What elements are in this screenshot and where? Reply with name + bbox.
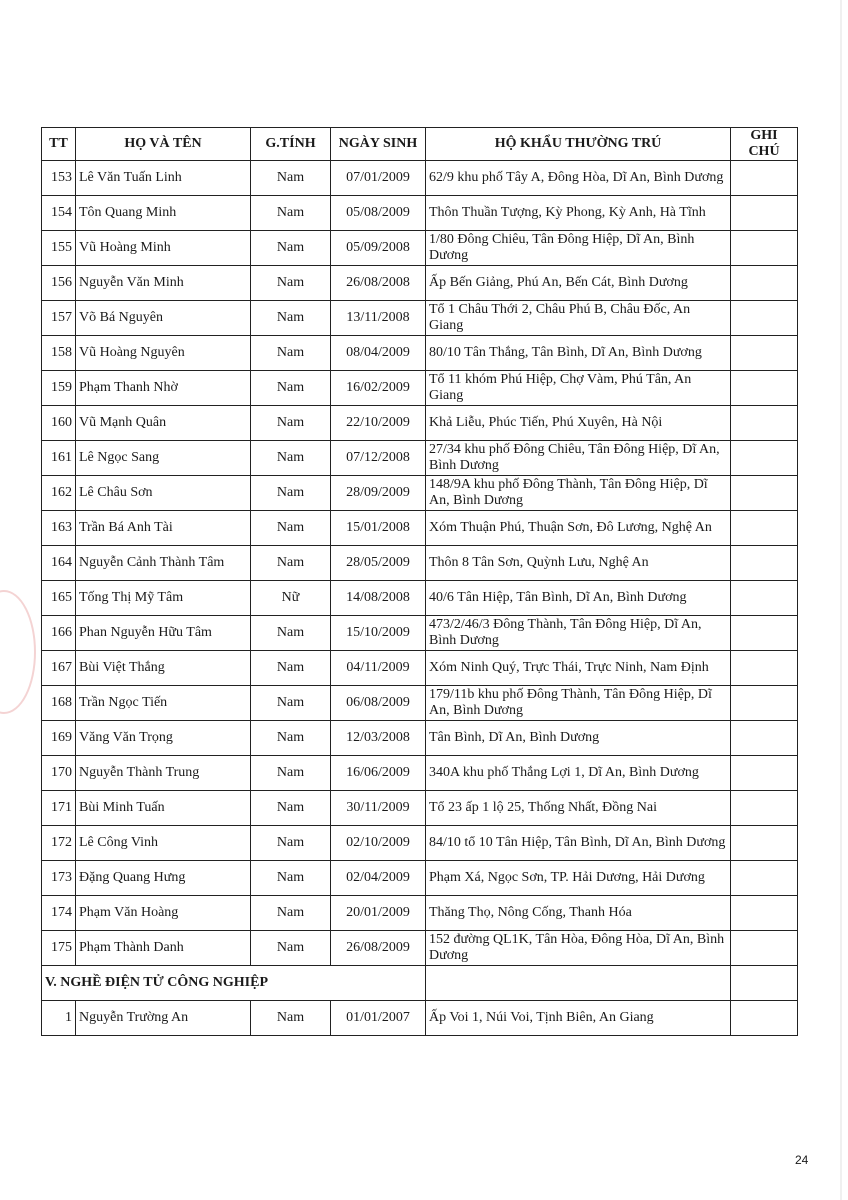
student-note: [731, 686, 798, 721]
table-row: [42, 581, 798, 616]
student-gender: Nam: [251, 1001, 331, 1036]
row-number: 174: [42, 896, 76, 931]
table-row: [42, 231, 798, 266]
student-note: [731, 581, 798, 616]
student-name: Văng Văn Trọng: [76, 721, 251, 756]
header-address: HỘ KHẨU THƯỜNG TRÚ: [426, 128, 731, 161]
row-number: 175: [42, 931, 76, 966]
table-body: [42, 161, 798, 1036]
row-number: 1: [42, 1001, 76, 1036]
student-address: Tân Bình, Dĩ An, Bình Dương: [426, 721, 731, 756]
table-row: [42, 616, 798, 651]
student-dob: 05/08/2009: [331, 196, 426, 231]
student-name: Phạm Thành Danh: [76, 931, 251, 966]
student-dob: 22/10/2009: [331, 406, 426, 441]
table-row: [42, 756, 798, 791]
table-row: [42, 546, 798, 581]
student-address: 27/34 khu phố Đông Chiêu, Tân Đông Hiệp, Dĩ An, Bình Dương: [426, 441, 731, 476]
student-name: Nguyễn Văn Minh: [76, 266, 251, 301]
student-name: Nguyễn Cảnh Thành Tâm: [76, 546, 251, 581]
student-gender: Nam: [251, 616, 331, 651]
student-name: Lê Ngọc Sang: [76, 441, 251, 476]
student-dob: 12/03/2008: [331, 721, 426, 756]
student-note: [731, 476, 798, 511]
student-address: 340A khu phố Thắng Lợi 1, Dĩ An, Bình Dương: [426, 756, 731, 791]
student-dob: 28/09/2009: [331, 476, 426, 511]
student-note: [731, 931, 798, 966]
row-number: 157: [42, 301, 76, 336]
student-dob: 26/08/2009: [331, 931, 426, 966]
table-row: [42, 896, 798, 931]
row-number: 165: [42, 581, 76, 616]
table-row: [42, 336, 798, 371]
student-note: [731, 616, 798, 651]
student-name: Đặng Quang Hưng: [76, 861, 251, 896]
header-tt: TT: [42, 128, 76, 161]
row-number: 153: [42, 161, 76, 196]
student-dob: 16/02/2009: [331, 371, 426, 406]
student-name: Lê Công Vinh: [76, 826, 251, 861]
student-gender: Nam: [251, 686, 331, 721]
student-address: Ấp Voi 1, Núi Voi, Tịnh Biên, An Giang: [426, 1001, 731, 1036]
row-number: 167: [42, 651, 76, 686]
student-name: Vũ Mạnh Quân: [76, 406, 251, 441]
student-dob: 07/12/2008: [331, 441, 426, 476]
student-dob: 28/05/2009: [331, 546, 426, 581]
student-name: Phạm Văn Hoàng: [76, 896, 251, 931]
row-number: 163: [42, 511, 76, 546]
student-address: Xóm Thuận Phú, Thuận Sơn, Đô Lương, Nghệ An: [426, 511, 731, 546]
student-gender: Nam: [251, 931, 331, 966]
student-name: Vũ Hoàng Minh: [76, 231, 251, 266]
student-name: Võ Bá Nguyên: [76, 301, 251, 336]
row-number: 158: [42, 336, 76, 371]
student-dob: 02/04/2009: [331, 861, 426, 896]
student-address: 80/10 Tân Thắng, Tân Bình, Dĩ An, Bình Dương: [426, 336, 731, 371]
section-title: V. NGHỀ ĐIỆN TỬ CÔNG NGHIỆP: [42, 966, 426, 1001]
student-dob: 04/11/2009: [331, 651, 426, 686]
student-name: Tống Thị Mỹ Tâm: [76, 581, 251, 616]
table-row: [42, 931, 798, 966]
section-empty-cell: [731, 966, 798, 1001]
student-address: Tổ 11 khóm Phú Hiệp, Chợ Vàm, Phú Tân, An Giang: [426, 371, 731, 406]
student-dob: 30/11/2009: [331, 791, 426, 826]
student-note: [731, 721, 798, 756]
student-name: Phạm Thanh Nhờ: [76, 371, 251, 406]
row-number: 166: [42, 616, 76, 651]
student-note: [731, 826, 798, 861]
student-dob: 14/08/2008: [331, 581, 426, 616]
student-gender: Nam: [251, 511, 331, 546]
row-number: 170: [42, 756, 76, 791]
student-note: [731, 336, 798, 371]
row-number: 172: [42, 826, 76, 861]
section-row: [42, 966, 798, 1001]
student-name: Tôn Quang Minh: [76, 196, 251, 231]
student-gender: Nam: [251, 196, 331, 231]
header-gender: G.TÍNH: [251, 128, 331, 161]
student-address: 62/9 khu phố Tây A, Đông Hòa, Dĩ An, Bình Dương: [426, 161, 731, 196]
student-name: Bùi Minh Tuấn: [76, 791, 251, 826]
student-note: [731, 651, 798, 686]
student-name: Nguyễn Trường An: [76, 1001, 251, 1036]
student-gender: Nam: [251, 546, 331, 581]
student-dob: 01/01/2007: [331, 1001, 426, 1036]
student-gender: Nam: [251, 826, 331, 861]
student-name: Nguyễn Thành Trung: [76, 756, 251, 791]
header-name: HỌ VÀ TÊN: [76, 128, 251, 161]
table-row: [42, 791, 798, 826]
student-dob: 26/08/2008: [331, 266, 426, 301]
student-note: [731, 266, 798, 301]
student-gender: Nam: [251, 476, 331, 511]
student-name: Trần Ngọc Tiến: [76, 686, 251, 721]
student-dob: 08/04/2009: [331, 336, 426, 371]
student-address: 473/2/46/3 Đông Thành, Tân Đông Hiệp, Dĩ An, Bình Dương: [426, 616, 731, 651]
table-row: [42, 721, 798, 756]
student-name: Lê Văn Tuấn Linh: [76, 161, 251, 196]
section-empty-cell: [426, 966, 731, 1001]
row-number: 155: [42, 231, 76, 266]
student-gender: Nam: [251, 721, 331, 756]
student-address: Thôn Thuần Tượng, Kỳ Phong, Kỳ Anh, Hà Tĩnh: [426, 196, 731, 231]
student-gender: Nam: [251, 336, 331, 371]
student-gender: Nam: [251, 266, 331, 301]
student-address: 40/6 Tân Hiệp, Tân Bình, Dĩ An, Bình Dương: [426, 581, 731, 616]
table-row: [42, 1001, 798, 1036]
student-gender: Nam: [251, 896, 331, 931]
student-gender: Nữ: [251, 581, 331, 616]
row-number: 161: [42, 441, 76, 476]
row-number: 164: [42, 546, 76, 581]
student-name: Trần Bá Anh Tài: [76, 511, 251, 546]
student-address: Thăng Thọ, Nông Cống, Thanh Hóa: [426, 896, 731, 931]
student-note: [731, 441, 798, 476]
student-gender: Nam: [251, 406, 331, 441]
student-address: 179/11b khu phố Đông Thành, Tân Đông Hiệp, Dĩ An, Bình Dương: [426, 686, 731, 721]
student-note: [731, 406, 798, 441]
table-row: [42, 686, 798, 721]
table-row: [42, 476, 798, 511]
student-gender: Nam: [251, 301, 331, 336]
student-address: 1/80 Đông Chiêu, Tân Đông Hiệp, Dĩ An, Bình Dương: [426, 231, 731, 266]
student-gender: Nam: [251, 371, 331, 406]
student-note: [731, 231, 798, 266]
student-note: [731, 861, 798, 896]
student-gender: Nam: [251, 161, 331, 196]
student-dob: 06/08/2009: [331, 686, 426, 721]
red-stamp-fragment: [0, 590, 36, 714]
student-address: Thôn 8 Tân Sơn, Quỳnh Lưu, Nghệ An: [426, 546, 731, 581]
student-dob: 15/10/2009: [331, 616, 426, 651]
table-header-row: [42, 128, 798, 161]
student-name: Lê Châu Sơn: [76, 476, 251, 511]
student-address: 152 đường QL1K, Tân Hòa, Đông Hòa, Dĩ An, Bình Dương: [426, 931, 731, 966]
student-address: Phạm Xá, Ngọc Sơn, TP. Hải Dương, Hải Dương: [426, 861, 731, 896]
student-note: [731, 546, 798, 581]
student-note: [731, 196, 798, 231]
student-note: [731, 1001, 798, 1036]
student-roster-table: [41, 127, 798, 1036]
table-row: [42, 266, 798, 301]
row-number: 169: [42, 721, 76, 756]
table-row: [42, 826, 798, 861]
row-number: 160: [42, 406, 76, 441]
student-note: [731, 791, 798, 826]
student-address: Tổ 1 Châu Thới 2, Châu Phú B, Châu Đốc, An Giang: [426, 301, 731, 336]
table-row: [42, 441, 798, 476]
row-number: 168: [42, 686, 76, 721]
row-number: 159: [42, 371, 76, 406]
student-address: Khả Liễu, Phúc Tiến, Phú Xuyên, Hà Nội: [426, 406, 731, 441]
row-number: 171: [42, 791, 76, 826]
student-dob: 05/09/2008: [331, 231, 426, 266]
student-dob: 02/10/2009: [331, 826, 426, 861]
student-gender: Nam: [251, 651, 331, 686]
row-number: 154: [42, 196, 76, 231]
student-dob: 07/01/2009: [331, 161, 426, 196]
student-gender: Nam: [251, 791, 331, 826]
student-name: Bùi Việt Thắng: [76, 651, 251, 686]
row-number: 156: [42, 266, 76, 301]
student-name: Vũ Hoàng Nguyên: [76, 336, 251, 371]
row-number: 162: [42, 476, 76, 511]
table-row: [42, 406, 798, 441]
student-dob: 16/06/2009: [331, 756, 426, 791]
student-note: [731, 511, 798, 546]
header-note: GHI CHÚ: [731, 128, 798, 161]
student-note: [731, 756, 798, 791]
student-dob: 13/11/2008: [331, 301, 426, 336]
table-row: [42, 161, 798, 196]
student-note: [731, 161, 798, 196]
table-row: [42, 301, 798, 336]
table-row: [42, 196, 798, 231]
student-gender: Nam: [251, 231, 331, 266]
page-number: 24: [795, 1153, 809, 1167]
table-row: [42, 371, 798, 406]
student-gender: Nam: [251, 441, 331, 476]
student-dob: 20/01/2009: [331, 896, 426, 931]
student-note: [731, 371, 798, 406]
student-note: [731, 301, 798, 336]
table-row: [42, 651, 798, 686]
student-address: Xóm Ninh Quý, Trực Thái, Trực Ninh, Nam Định: [426, 651, 731, 686]
student-gender: Nam: [251, 756, 331, 791]
student-address: 84/10 tổ 10 Tân Hiệp, Tân Bình, Dĩ An, Bình Dương: [426, 826, 731, 861]
table-row: [42, 511, 798, 546]
student-note: [731, 896, 798, 931]
student-dob: 15/01/2008: [331, 511, 426, 546]
student-gender: Nam: [251, 861, 331, 896]
student-address: 148/9A khu phố Đông Thành, Tân Đông Hiệp, Dĩ An, Bình Dương: [426, 476, 731, 511]
student-name: Phan Nguyễn Hữu Tâm: [76, 616, 251, 651]
student-address: Ấp Bến Giảng, Phú An, Bến Cát, Bình Dương: [426, 266, 731, 301]
student-address: Tổ 23 ấp 1 lộ 25, Thống Nhất, Đồng Nai: [426, 791, 731, 826]
page-edge: [840, 0, 842, 1200]
header-dob: NGÀY SINH: [331, 128, 426, 161]
table-row: [42, 861, 798, 896]
row-number: 173: [42, 861, 76, 896]
